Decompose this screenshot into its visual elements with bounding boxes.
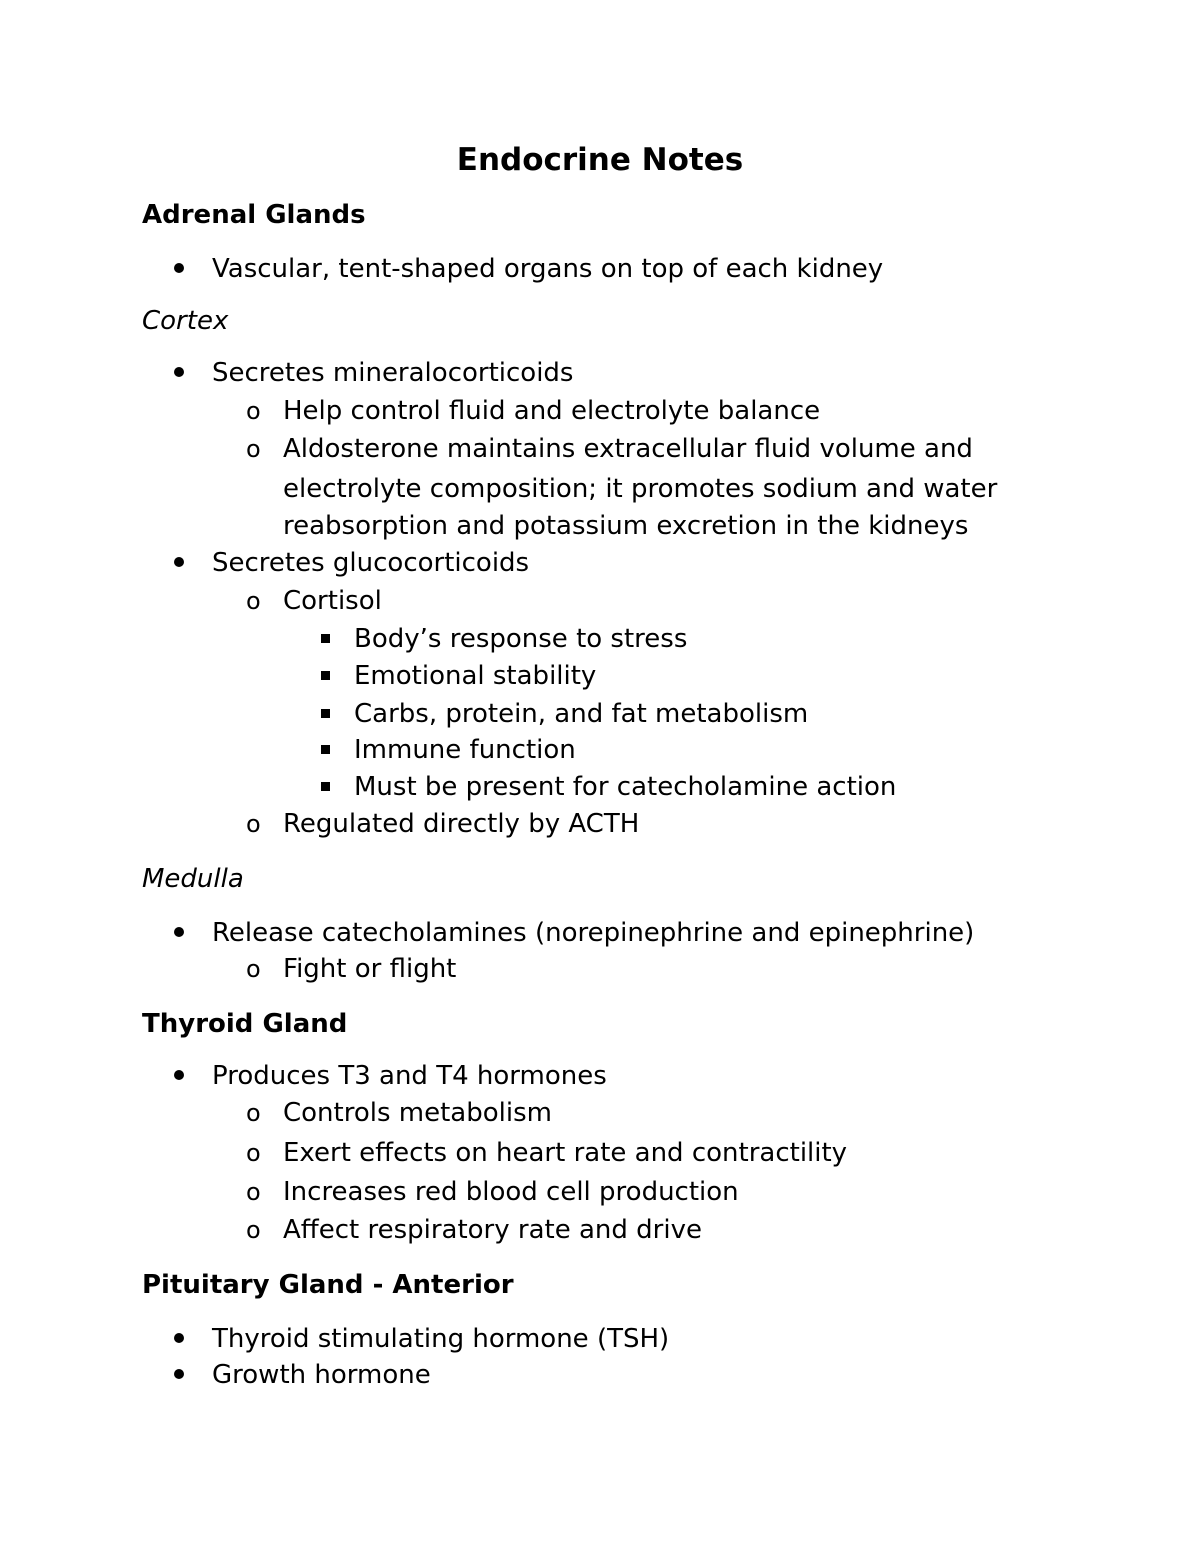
bullet-disc-icon (174, 263, 184, 273)
list-item: Immune function (354, 733, 576, 767)
bullet-disc-icon (174, 1333, 184, 1343)
list-item: Thyroid stimulating hormone (TSH) (212, 1322, 669, 1356)
bullet-circle-icon: o (246, 1216, 261, 1244)
list-item: Vascular, tent-shaped organs on top of each kidney (212, 252, 883, 286)
bullet-circle-icon: o (246, 397, 261, 425)
bullet-square-icon (321, 634, 330, 643)
bullet-circle-icon: o (246, 955, 261, 983)
bullet-square-icon (321, 745, 330, 754)
bullet-circle-icon: o (246, 435, 261, 463)
list-item: Carbs, protein, and fat metabolism (354, 697, 808, 731)
list-item: Emotional stability (354, 659, 596, 693)
list-item: Release catecholamines (norepinephrine and epinephrine) (212, 916, 974, 950)
list-item: o Controls metabolism (246, 1098, 552, 1128)
list-item: o Affect respiratory rate and drive (246, 1215, 702, 1245)
list-item: Growth hormone (212, 1358, 431, 1392)
bullet-disc-icon (174, 1070, 184, 1080)
list-item: o Increases red blood cell production (246, 1177, 739, 1207)
bullet-disc-icon (174, 367, 184, 377)
list-item: Produces T3 and T4 hormones (212, 1059, 607, 1093)
bullet-square-icon (321, 671, 330, 680)
list-item: o Fight or flight (246, 954, 457, 984)
bullet-circle-icon: o (246, 587, 261, 615)
bullet-disc-icon (174, 557, 184, 567)
subheading-cortex: Cortex (142, 306, 229, 336)
list-item: o Cortisol (246, 586, 382, 616)
list-item: Body’s response to stress (354, 622, 687, 656)
list-item: o Aldosterone maintains extracellular fluid volume and (246, 434, 973, 464)
bullet-circle-icon: o (246, 1099, 261, 1127)
list-item: o Regulated directly by ACTH (246, 809, 640, 839)
list-item-continuation: electrolyte composition; it promotes sodium and water (283, 474, 998, 504)
list-item: o Help control fluid and electrolyte balance (246, 396, 821, 426)
list-item: Must be present for catecholamine action (354, 770, 896, 804)
bullet-circle-icon: o (246, 810, 261, 838)
heading-thyroid-gland: Thyroid Gland (142, 1009, 348, 1039)
bullet-circle-icon: o (246, 1178, 261, 1206)
heading-adrenal-glands: Adrenal Glands (142, 200, 366, 230)
list-item: Secretes glucocorticoids (212, 546, 529, 580)
bullet-disc-icon (174, 1369, 184, 1379)
subheading-medulla: Medulla (142, 864, 244, 894)
bullet-disc-icon (174, 927, 184, 937)
document-title: Endocrine Notes (456, 142, 744, 178)
list-item-continuation: reabsorption and potassium excretion in the kidneys (283, 511, 969, 541)
bullet-square-icon (321, 709, 330, 718)
list-item: o Exert effects on heart rate and contractility (246, 1138, 848, 1168)
bullet-square-icon (321, 782, 330, 791)
heading-pituitary-gland-anterior: Pituitary Gland - Anterior (142, 1270, 514, 1300)
bullet-circle-icon: o (246, 1139, 261, 1167)
list-item: Secretes mineralocorticoids (212, 356, 573, 390)
